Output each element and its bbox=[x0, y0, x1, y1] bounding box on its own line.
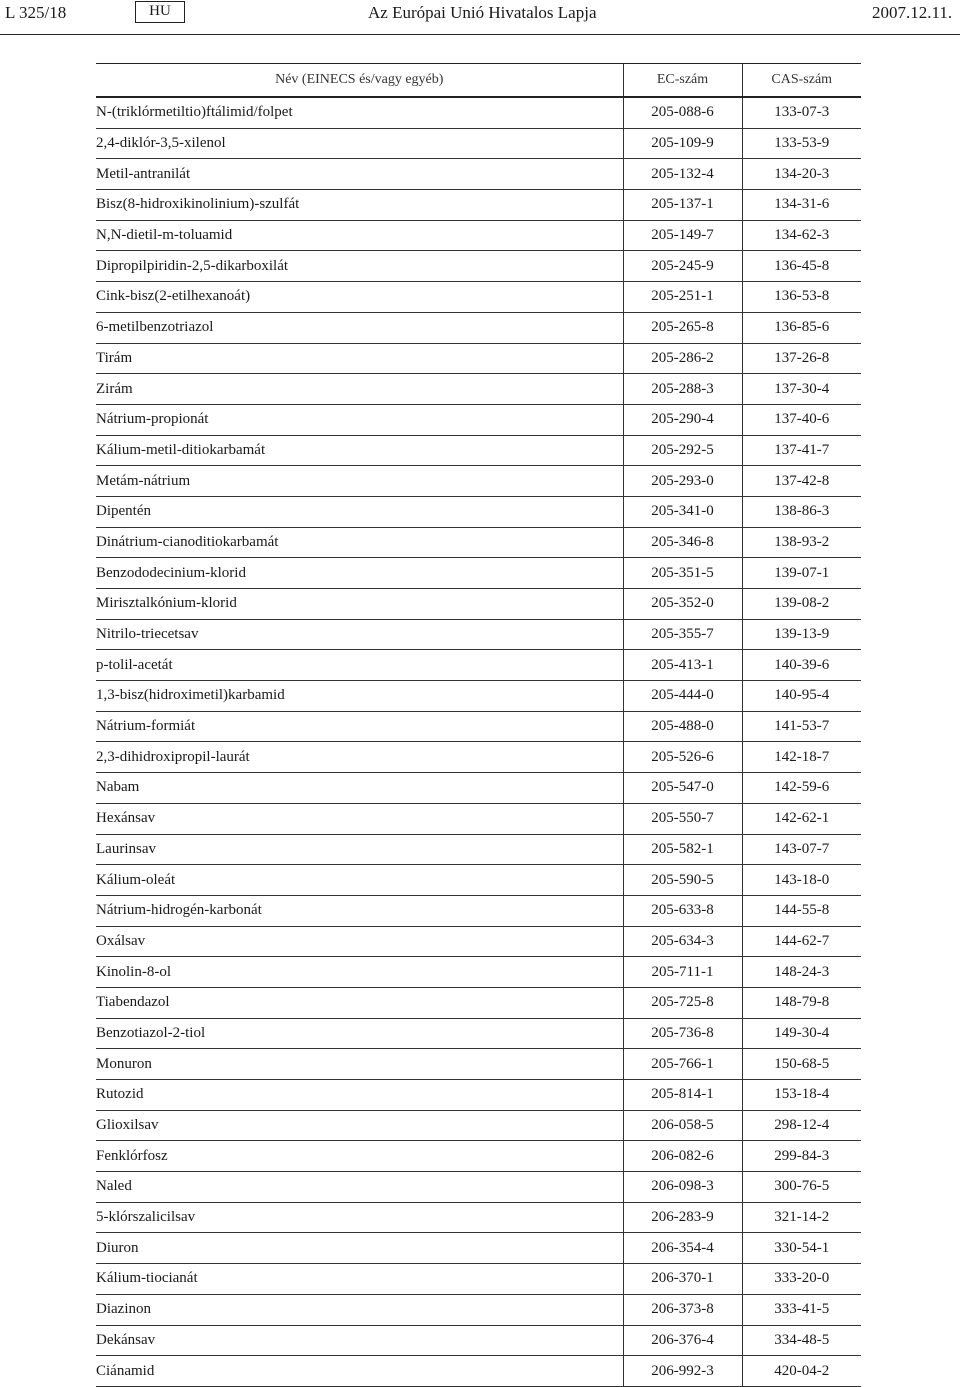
cas-number-cell: 334-48-5 bbox=[742, 1325, 861, 1356]
table-row bbox=[96, 435, 861, 466]
cas-number-cell: 141-53-7 bbox=[742, 711, 861, 742]
cas-number-cell: 138-86-3 bbox=[742, 496, 861, 527]
substance-name-cell: Kálium-oleát bbox=[96, 865, 623, 896]
table-row bbox=[96, 220, 861, 251]
table-row bbox=[96, 343, 861, 374]
substance-name-cell: Nabam bbox=[96, 773, 623, 804]
cas-number-cell: 150-68-5 bbox=[742, 1049, 861, 1080]
ec-number-cell: 205-444-0 bbox=[623, 681, 742, 712]
ec-number-cell: 205-286-2 bbox=[623, 343, 742, 374]
table-row bbox=[96, 496, 861, 527]
cas-number-cell: 143-07-7 bbox=[742, 834, 861, 865]
table-row bbox=[96, 1080, 861, 1111]
table-row bbox=[96, 1202, 861, 1233]
cas-number-cell: 134-31-6 bbox=[742, 190, 861, 221]
substance-name-cell: 2,3-dihidroxipropil-laurát bbox=[96, 742, 623, 773]
ec-number-cell: 205-292-5 bbox=[623, 435, 742, 466]
ec-number-cell: 205-137-1 bbox=[623, 190, 742, 221]
table-header-row bbox=[96, 64, 861, 98]
table-row bbox=[96, 1294, 861, 1325]
cas-number-cell: 139-13-9 bbox=[742, 619, 861, 650]
table-row bbox=[96, 1018, 861, 1049]
ec-number-cell: 205-265-8 bbox=[623, 312, 742, 343]
substance-name-cell: 6-metilbenzotriazol bbox=[96, 312, 623, 343]
table-row bbox=[96, 773, 861, 804]
substance-name-cell: 5-klórszalicilsav bbox=[96, 1202, 623, 1233]
substance-name-cell: Laurinsav bbox=[96, 834, 623, 865]
table-row bbox=[96, 558, 861, 589]
substance-name-cell: Tirám bbox=[96, 343, 623, 374]
language-badge: HU bbox=[135, 1, 185, 23]
cas-number-cell: 136-45-8 bbox=[742, 251, 861, 282]
cas-number-cell: 149-30-4 bbox=[742, 1018, 861, 1049]
substance-name-cell: Nátrium-hidrogén-karbonát bbox=[96, 895, 623, 926]
substance-name-cell: Metám-nátrium bbox=[96, 466, 623, 497]
table-row bbox=[96, 1049, 861, 1080]
cas-number-cell: 298-12-4 bbox=[742, 1110, 861, 1141]
ec-number-cell: 205-351-5 bbox=[623, 558, 742, 589]
ec-number-cell: 205-251-1 bbox=[623, 282, 742, 313]
substance-name-cell: Nátrium-propionát bbox=[96, 404, 623, 435]
cas-number-cell: 139-07-1 bbox=[742, 558, 861, 589]
table-body bbox=[96, 97, 861, 1386]
table-row bbox=[96, 1264, 861, 1295]
ec-number-cell: 205-526-6 bbox=[623, 742, 742, 773]
table-row bbox=[96, 711, 861, 742]
cas-number-cell: 153-18-4 bbox=[742, 1080, 861, 1111]
ec-number-cell: 205-547-0 bbox=[623, 773, 742, 804]
substance-name-cell: Diazinon bbox=[96, 1294, 623, 1325]
ec-number-cell: 205-149-7 bbox=[623, 220, 742, 251]
cas-number-cell: 144-62-7 bbox=[742, 926, 861, 957]
table-row bbox=[96, 865, 861, 896]
ec-number-cell: 205-766-1 bbox=[623, 1049, 742, 1080]
substance-name-cell: Tiabendazol bbox=[96, 987, 623, 1018]
ec-number-cell: 205-245-9 bbox=[623, 251, 742, 282]
ec-number-cell: 205-088-6 bbox=[623, 97, 742, 128]
table-row bbox=[96, 374, 861, 405]
substance-name-cell: p-tolil-acetát bbox=[96, 650, 623, 681]
table-row bbox=[96, 650, 861, 681]
cas-number-cell: 142-59-6 bbox=[742, 773, 861, 804]
cas-number-cell: 420-04-2 bbox=[742, 1356, 861, 1387]
cas-number-cell: 144-55-8 bbox=[742, 895, 861, 926]
publication-date: 2007.12.11. bbox=[872, 3, 953, 22]
column-header-name: Név (EINECS és/vagy egyéb) bbox=[96, 64, 623, 98]
table-row bbox=[96, 128, 861, 159]
substance-name-cell: Monuron bbox=[96, 1049, 623, 1080]
ec-number-cell: 205-355-7 bbox=[623, 619, 742, 650]
ec-number-cell: 205-711-1 bbox=[623, 957, 742, 988]
table-row bbox=[96, 1356, 861, 1387]
substance-name-cell: Diuron bbox=[96, 1233, 623, 1264]
ec-number-cell: 206-373-8 bbox=[623, 1294, 742, 1325]
ec-number-cell: 205-634-3 bbox=[623, 926, 742, 957]
cas-number-cell: 137-41-7 bbox=[742, 435, 861, 466]
substance-name-cell: Zirám bbox=[96, 374, 623, 405]
ec-number-cell: 205-288-3 bbox=[623, 374, 742, 405]
cas-number-cell: 333-41-5 bbox=[742, 1294, 861, 1325]
cas-number-cell: 137-42-8 bbox=[742, 466, 861, 497]
substance-name-cell: N,N-dietil-m-toluamid bbox=[96, 220, 623, 251]
table-row bbox=[96, 159, 861, 190]
cas-number-cell: 142-62-1 bbox=[742, 803, 861, 834]
table-row bbox=[96, 895, 861, 926]
ec-number-cell: 205-814-1 bbox=[623, 1080, 742, 1111]
ec-number-cell: 205-413-1 bbox=[623, 650, 742, 681]
table-row bbox=[96, 681, 861, 712]
table-row bbox=[96, 527, 861, 558]
cas-number-cell: 139-08-2 bbox=[742, 589, 861, 620]
column-header-cas: CAS-szám bbox=[742, 64, 861, 98]
substance-name-cell: Benzotiazol-2-tiol bbox=[96, 1018, 623, 1049]
cas-number-cell: 143-18-0 bbox=[742, 865, 861, 896]
substance-name-cell: Glioxilsav bbox=[96, 1110, 623, 1141]
substance-name-cell: Kálium-tiocianát bbox=[96, 1264, 623, 1295]
substance-name-cell: Kinolin-8-ol bbox=[96, 957, 623, 988]
substance-name-cell: N-(triklórmetiltio)ftálimid/folpet bbox=[96, 97, 623, 128]
cas-number-cell: 137-30-4 bbox=[742, 374, 861, 405]
substance-name-cell: Oxálsav bbox=[96, 926, 623, 957]
table-row bbox=[96, 97, 861, 128]
column-header-ec: EC-szám bbox=[623, 64, 742, 98]
ec-number-cell: 206-354-4 bbox=[623, 1233, 742, 1264]
table-row bbox=[96, 404, 861, 435]
substance-name-cell: 2,4-diklór-3,5-xilenol bbox=[96, 128, 623, 159]
table-row bbox=[96, 834, 861, 865]
ec-number-cell: 205-132-4 bbox=[623, 159, 742, 190]
ec-number-cell: 205-293-0 bbox=[623, 466, 742, 497]
cas-number-cell: 300-76-5 bbox=[742, 1172, 861, 1203]
ec-number-cell: 205-736-8 bbox=[623, 1018, 742, 1049]
substance-name-cell: Nátrium-formiát bbox=[96, 711, 623, 742]
ec-number-cell: 205-109-9 bbox=[623, 128, 742, 159]
table-row bbox=[96, 803, 861, 834]
ec-number-cell: 206-283-9 bbox=[623, 1202, 742, 1233]
cas-number-cell: 140-95-4 bbox=[742, 681, 861, 712]
substance-name-cell: 1,3-bisz(hidroximetil)karbamid bbox=[96, 681, 623, 712]
table-row bbox=[96, 619, 861, 650]
cas-number-cell: 137-26-8 bbox=[742, 343, 861, 374]
substance-name-cell: Dinátrium-cianoditiokarbamát bbox=[96, 527, 623, 558]
cas-number-cell: 136-53-8 bbox=[742, 282, 861, 313]
table-row bbox=[96, 1233, 861, 1264]
journal-reference: L 325/18 bbox=[5, 3, 67, 22]
cas-number-cell: 333-20-0 bbox=[742, 1264, 861, 1295]
ec-number-cell: 206-992-3 bbox=[623, 1356, 742, 1387]
substance-name-cell: Bisz(8-hidroxikinolinium)-szulfát bbox=[96, 190, 623, 221]
ec-number-cell: 205-352-0 bbox=[623, 589, 742, 620]
table-row bbox=[96, 251, 861, 282]
ec-number-cell: 205-488-0 bbox=[623, 711, 742, 742]
ec-number-cell: 205-290-4 bbox=[623, 404, 742, 435]
ec-number-cell: 206-376-4 bbox=[623, 1325, 742, 1356]
table-row bbox=[96, 1141, 861, 1172]
substance-table bbox=[96, 63, 861, 1387]
substance-name-cell: Fenklórfosz bbox=[96, 1141, 623, 1172]
cas-number-cell: 134-20-3 bbox=[742, 159, 861, 190]
ec-number-cell: 205-341-0 bbox=[623, 496, 742, 527]
cas-number-cell: 140-39-6 bbox=[742, 650, 861, 681]
table-row bbox=[96, 1325, 861, 1356]
substance-name-cell: Kálium-metil-ditiokarbamát bbox=[96, 435, 623, 466]
publication-title: Az Európai Unió Hivatalos Lapja bbox=[368, 3, 597, 22]
substance-name-cell: Rutozid bbox=[96, 1080, 623, 1111]
substance-name-cell: Benzododecinium-klorid bbox=[96, 558, 623, 589]
table-row bbox=[96, 1172, 861, 1203]
table-row bbox=[96, 1110, 861, 1141]
ec-number-cell: 205-582-1 bbox=[623, 834, 742, 865]
cas-number-cell: 138-93-2 bbox=[742, 527, 861, 558]
substance-name-cell: Dipentén bbox=[96, 496, 623, 527]
ec-number-cell: 205-590-5 bbox=[623, 865, 742, 896]
substance-name-cell: Ciánamid bbox=[96, 1356, 623, 1387]
cas-number-cell: 299-84-3 bbox=[742, 1141, 861, 1172]
substance-name-cell: Nitrilo-triecetsav bbox=[96, 619, 623, 650]
substance-name-cell: Dipropilpiridin-2,5-dikarboxilát bbox=[96, 251, 623, 282]
table-row bbox=[96, 282, 861, 313]
cas-number-cell: 133-07-3 bbox=[742, 97, 861, 128]
table-row bbox=[96, 312, 861, 343]
table-row bbox=[96, 466, 861, 497]
table-row bbox=[96, 589, 861, 620]
substance-name-cell: Metil-antranilát bbox=[96, 159, 623, 190]
ec-number-cell: 205-346-8 bbox=[623, 527, 742, 558]
table-row bbox=[96, 190, 861, 221]
cas-number-cell: 148-24-3 bbox=[742, 957, 861, 988]
ec-number-cell: 205-550-7 bbox=[623, 803, 742, 834]
table-row bbox=[96, 742, 861, 773]
substance-name-cell: Hexánsav bbox=[96, 803, 623, 834]
cas-number-cell: 133-53-9 bbox=[742, 128, 861, 159]
cas-number-cell: 136-85-6 bbox=[742, 312, 861, 343]
substance-name-cell: Dekánsav bbox=[96, 1325, 623, 1356]
cas-number-cell: 148-79-8 bbox=[742, 987, 861, 1018]
table-row bbox=[96, 926, 861, 957]
cas-number-cell: 134-62-3 bbox=[742, 220, 861, 251]
cas-number-cell: 142-18-7 bbox=[742, 742, 861, 773]
ec-number-cell: 205-633-8 bbox=[623, 895, 742, 926]
table-row bbox=[96, 987, 861, 1018]
table-row bbox=[96, 957, 861, 988]
ec-number-cell: 205-725-8 bbox=[623, 987, 742, 1018]
cas-number-cell: 330-54-1 bbox=[742, 1233, 861, 1264]
ec-number-cell: 206-058-5 bbox=[623, 1110, 742, 1141]
ec-number-cell: 206-082-6 bbox=[623, 1141, 742, 1172]
substance-name-cell: Naled bbox=[96, 1172, 623, 1203]
page-header bbox=[0, 0, 960, 35]
substance-name-cell: Cink-bisz(2-etilhexanoát) bbox=[96, 282, 623, 313]
ec-number-cell: 206-098-3 bbox=[623, 1172, 742, 1203]
ec-number-cell: 206-370-1 bbox=[623, 1264, 742, 1295]
substance-name-cell: Mirisztalkónium-klorid bbox=[96, 589, 623, 620]
cas-number-cell: 321-14-2 bbox=[742, 1202, 861, 1233]
cas-number-cell: 137-40-6 bbox=[742, 404, 861, 435]
